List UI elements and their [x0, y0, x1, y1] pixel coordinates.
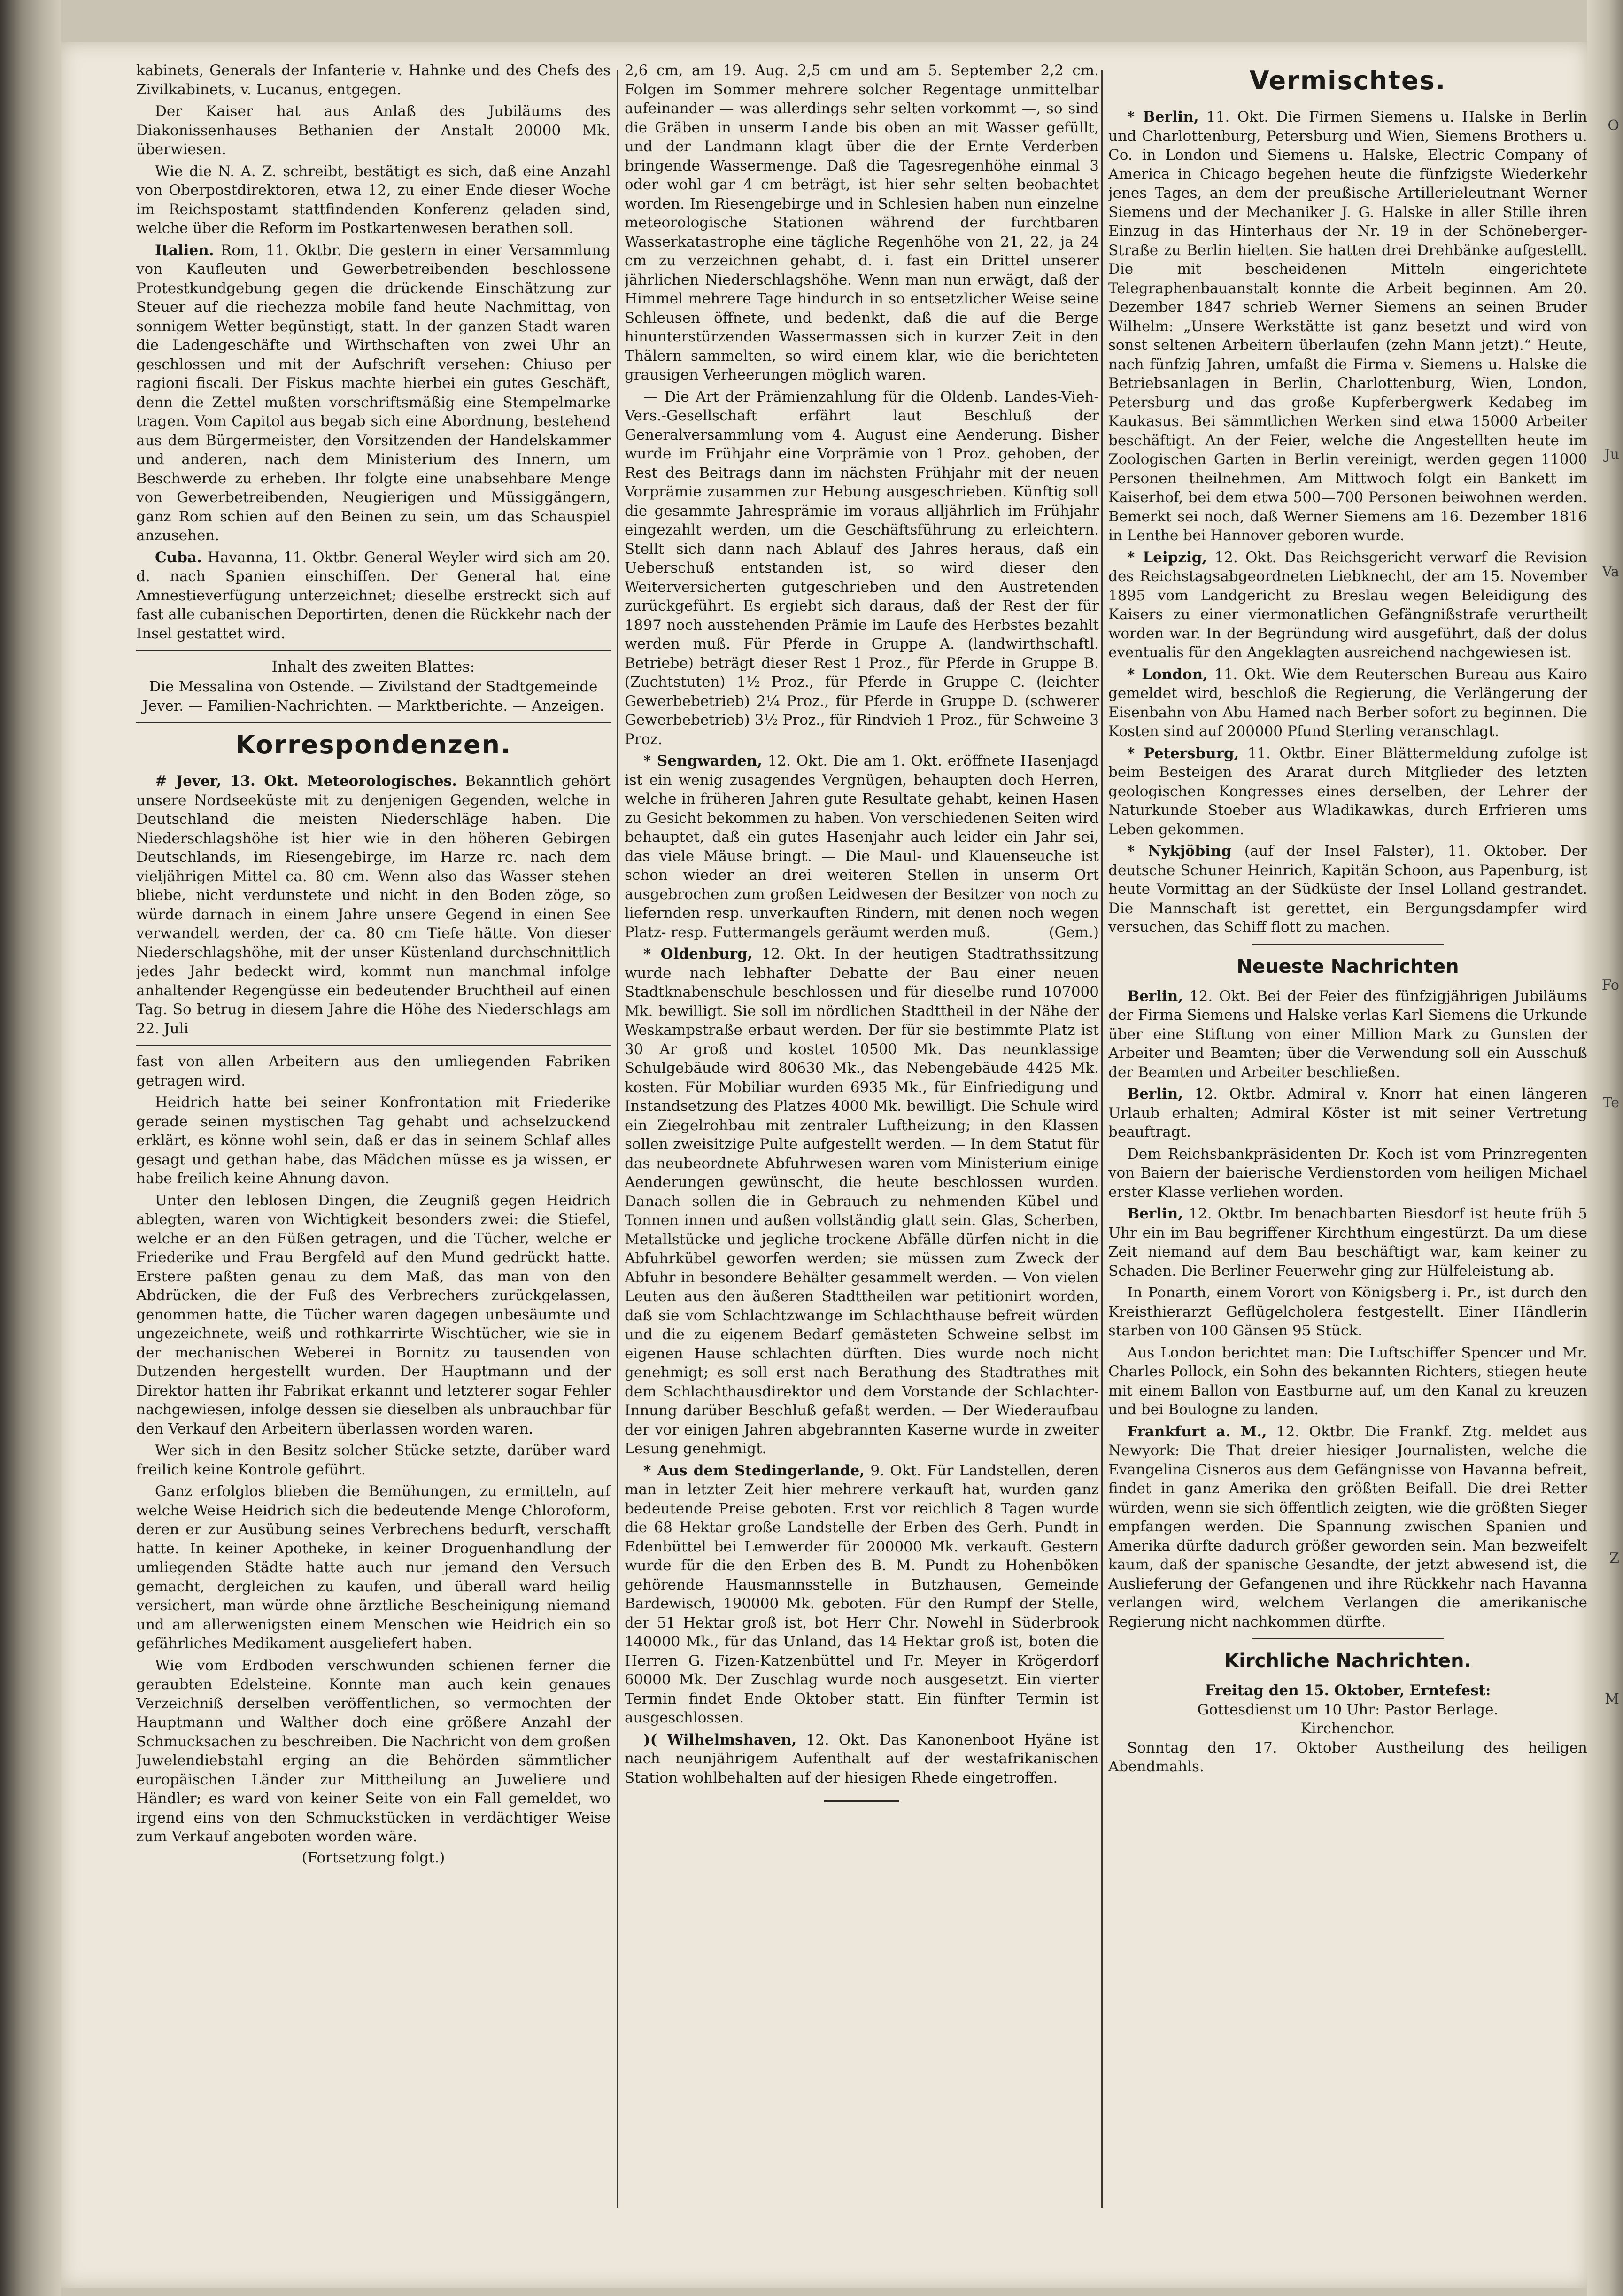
continued-note: (Fortsetzung folgt.) [301, 1849, 445, 1866]
article-list [625, 61, 1099, 1787]
article-dateline: Italien. [155, 241, 214, 259]
article-text: fast von allen Arbeitern aus den umliegenden Fabriken getragen wird. [136, 1053, 611, 1089]
divider [136, 722, 611, 723]
article-list [136, 772, 611, 1038]
column-rule [1101, 70, 1103, 2208]
article-paragraph [1108, 1343, 1587, 1419]
article-dateline: * London, [1127, 666, 1208, 683]
article-paragraph [136, 1191, 611, 1439]
article-paragraph [1108, 665, 1587, 741]
article-paragraph [1108, 1422, 1587, 1632]
article-paragraph [1108, 842, 1587, 937]
article-paragraph [625, 1730, 1099, 1788]
article-dateline: * Leipzig, [1127, 549, 1207, 566]
column-1 [136, 61, 611, 2259]
article-text: Heidrich hatte bei seiner Konfrontation mit Friederike gerade seinen mystischen Tag gehabt und achselzuckend erklärt, es könne wohl sein, daß er das in seinem Schlaf alles gesagt und gethan habe, das Mädchen müsse es ja wissen, er habe freilich keine Ahnung davon. [136, 1094, 611, 1187]
article-paragraph [1108, 1204, 1587, 1280]
article-text: 12. Oktbr. Die Frankf. Ztg. meldet aus Newyork: Die That dreier hiesiger Journalisten, welche die Evangelina Cisneros aus dem Gefängnisse von Havanna befreit, findet in ganz Amerika den größten Beifall. Die drei Retter würden, wenn sie sich öffentlich zeigten, wie die größten Sieger empfangen werden. Die Spannung zwischen Spanien und Amerika dürfte dadurch größer geworden sein. Man bezweifelt kaum, daß der spanische Gesandte, der jetzt abwesend ist, die Auslieferung der Gefangenen und ihre Rückkehr nach Havanna verlangen wird, welchem Verlangen die amerikanische Regierung nicht nachkommen dürfte. [1108, 1423, 1587, 1630]
article-text: In Ponarth, einem Vorort von Königsberg i. Pr., ist durch den Kreisthierarzt Geflügelcholera festgestellt. Einer Händlerin starben von 100 Gänsen 95 Stück. [1108, 1284, 1587, 1339]
next-page-edge [1587, 0, 1623, 2296]
article-dateline: Frankfurt a. M., [1127, 1423, 1267, 1440]
article-paragraph [1108, 1085, 1587, 1142]
article-text: Der Kaiser hat aus Anlaß des Jubiläums des Diakonissenhauses Bethanien der Anstalt 20000 Mk. überwiesen. [136, 103, 611, 158]
column-rule [617, 70, 618, 2208]
article-text: (auf der Insel Falster), 11. Oktober. Der deutsche Schuner Heinrich, Kapitän Schoon, aus Papenburg, ist heute Vormittag an der Südküste der Insel Lolland gestrandet. Die Mannschaft ist gerettet, ein Bergungsdampfer wird versuchen, das Schiff flott zu machen. [1108, 843, 1587, 936]
section-title-vermischtes: Vermischtes. [1249, 66, 1446, 95]
divider [1252, 944, 1444, 945]
article-text: Bekanntlich gehört unsere Nordseeküste mit zu denjenigen Gegenden, welche in Deutschland die meisten Niederschläge haben. Die Niederschlagshöhe ist hier wie in den höheren Gebirgen Deutschlands, im Riesengebirge, im Harze rc. nach dem vieljährigen Mittel ca. 80 cm. Wenn also das Wasser stehen bliebe, nicht verdunstete und nicht in den Boden zöge, so würde darnach in einem Jahre unsere Gegend in einen See verwandelt werden, der ca. 80 cm Tiefe hätte. Von dieser Niederschlagshöhe, mit der unser Küstenland durchschnittlich jedes Jahr bedeckt wird, kommt nun manchmal infolge anhaltender Regengüsse ein bedeutender Bruchtheil auf einen Tag. So betrug in diesem Jahre die Höhe des Niederschlags am 22. Juli [136, 773, 611, 1037]
article-paragraph [1108, 987, 1587, 1082]
article-paragraph [625, 388, 1099, 749]
column-3 [1108, 61, 1587, 2259]
article-dateline: Berlin, [1127, 1205, 1183, 1222]
article-text: Unter den leblosen Dingen, die Zeugniß gegen Heidrich ablegten, waren von Wichtigkeit besonders zwei: die Stiefel, welche er an den Füßen getragen, und die Tücher, welche er Friederike und Frau Bergfeld auf den Mund gedrückt hatte. Erstere paßten genau zu dem Maß, das man von den Abdrücken, die der Fuß des Verbrechers zurückgelassen, genommen hatte, die Tücher waren dagegen unbesäumte und ungezeichnete, weiß und rothkarrirte Wischtücher, wie sie in der mechanischen Weberei in Bornitz zu tausenden von Dutzenden hergestellt wurden. Der Hauptmann und der Direktor hatten ihr Fabrikat erkannt und letzterer sogar Fehler nachgewiesen, infolge dessen sie dieselben als unbrauchbar für den Verkauf den Arbeitern überlassen worden waren. [136, 1192, 611, 1437]
article-list [136, 61, 611, 643]
article-paragraph [1108, 744, 1587, 839]
church-date: Freitag den 15. Oktober, Erntefest: [1205, 1682, 1491, 1699]
edge-fragment: Z [1609, 1550, 1619, 1567]
article-text: 12. Oktbr. Im benachbarten Biesdorf ist heute früh 5 Uhr ein im Bau begriffener Kirchthum eingestürzt. Da um diese Zeit niemand auf dem Bau beschäftigt war, kam keiner zu Schaden. Die Berliner Feuerwehr ging zur Hülfeleistung ab. [1108, 1205, 1587, 1280]
article-paragraph [1108, 548, 1587, 662]
edge-fragment: M [1605, 1691, 1619, 1707]
article-paragraph [625, 1461, 1099, 1728]
article-paragraph [136, 241, 611, 545]
column-2 [625, 61, 1099, 2259]
book-spine [0, 0, 61, 2296]
article-text: Wie vom Erdboden verschwunden schienen ferner die geraubten Edelsteine. Konnte man auch kein genaues Verzeichniß derselben veröffentlichen, so vermochten der Hauptmann und Walther doch eine größere Anzahl der Schmucksachen zu beschreiben. Die Nachricht von dem großen Juwelendiebstahl erging an die Behörden sämmtlicher europäischen Länder zur Mittheilung an Juweliere und Händler; es ward von keiner Seite von ein Fall gemeldet, wo irgend eins von den Schmuckstücken in verdächtiger Weise zum Verkauf angeboten worden wäre. [136, 1657, 611, 1845]
article-text: Rom, 11. Oktbr. Die gestern in einer Versammlung von Kaufleuten und Gewerbetreibenden beschlossene Protestkundgebung gegen die drückende Einschätzung zur Steuer auf die riechezza mobile fand heute Nachmittag, von sonnigem Wetter begünstigt, statt. In der ganzen Stadt waren die Ladengeschäfte und Wirthschaften von zwei Uhr an geschlossen und mit der Aufschrift versehen: Chiuso per ragioni fiscali. Der Fiskus machte hierbei ein gutes Geschäft, denn die Zettel mußten vorschriftsmäßig eine Stempelmarke tragen. Vom Capitol aus begab sich eine Abordnung, bestehend aus dem Bürgermeister, den Vorsitzenden der Handelskammer und anderen, nach dem Ministerium des Innern, um Beschwerde zu erheben. Ihr folgte eine unabsehbare Menge von Gewerbetreibenden, Neugierigen und Müssiggängern, ganz Rom schien auf den Beinen zu sein, um das Schauspiel anzusehen. [136, 241, 611, 544]
edge-fragment: Te [1602, 1094, 1619, 1111]
article-text: 2,6 cm, am 19. Aug. 2,5 cm und am 5. September 2,2 cm. Folgen im Sommer mehrere solcher Regentage unmittelbar aufeinander — was allerdings sehr selten vorkommt —, so sind die Gräben in unserm Lande bis oben an mit Wasser gefüllt, und der Landmann klagt über die der Ernte Verderben bringende Wassermenge. Daß die Tagesregenhöhe einmal 3 oder wohl gar 4 cm beträgt, ist hier sehr selten beobachtet worden. Im Riesengebirge und in Schlesien haben nun einzelne meteorologische Stationen während der furchtbaren Wasserkatastrophe eine tägliche Regenhöhe von 21, 22, ja 24 cm zu verzeichnen gehabt, d. i. fast ein Drittel unserer jährlichen Niederschlagshöhe. Wenn man nun erwägt, daß der Himmel mehrere Tage hindurch in so entsetzlicher Weise seine Schleusen öffnete, und bedenkt, daß die auf die Berge hinunterstürzenden Wassermassen sich in kurzer Zeit in den Thälern sammelten, so wird einem klar, wie die berichteten grausigen Verheerungen möglich waren. [625, 62, 1099, 383]
article-dateline: * Oldenburg, [643, 946, 753, 962]
article-text: Dem Reichsbankpräsidenten Dr. Koch ist vom Prinzregenten von Baiern der baierische Verdienstorden vom heiligen Michael erster Klasse verliehen worden. [1108, 1145, 1587, 1201]
divider [136, 650, 611, 651]
article-dateline: * Aus dem Stedingerlande, [643, 1462, 865, 1479]
article-dateline: Cuba. [155, 549, 202, 566]
article-dateline: Berlin, [1127, 1086, 1183, 1102]
article-dateline: Berlin, [1127, 987, 1183, 1005]
article-paragraph [136, 61, 611, 99]
article-text: 12. Okt. Bei der Feier des fünfzigjährigen Jubiläums der Firma Siemens und Halske verlas Karl Siemens die Urkunde über eine Stiftung von einer Million Mark zu Gunsten der Arbeiter und Beamten; über die Verwendung soll ein Ausschuß der Beamten und Arbeiter beschließen. [1108, 987, 1587, 1081]
article-dateline: * Petersburg, [1127, 745, 1239, 762]
article-text: 12. Okt. Das Reichsgericht verwarf die Revision des Reichstagsabgeordneten Liebknecht, der am 15. November 1895 vom Landgericht zu Breslau wegen Beleidigung des Kaisers zu einer viermonatlichen Gefängnißstrafe verurtheilt worden war. In der Begründung wird ausgeführt, daß der dolus eventualis für den Angeklagten ausreichend nachgewiesen ist. [1108, 549, 1587, 661]
article-text: — Die Art der Prämienzahlung für die Oldenb. Landes-Vieh-Vers.-Gesellschaft erfährt laut Beschluß der Generalversammlung vom 4. August eine Aenderung. Bisher wurde im Frühjahr eine Vorprämie von 1 Proz. gehoben, der Rest des Beitrags dann im nächsten Frühjahr mit der neuen Vorprämie zusammen zur Hebung ausgeschrieben. Künftig soll die gesammte Jahresprämie im voraus alljährlich im Frühjahr eingezahlt werden, um die Geschäftsführung zu erleichtern. Stellt sich dann nach Ablauf des Jahres heraus, daß ein Ueberschuß entstanden ist, so wird dieser den Weiterversicherten gutgeschrieben und den Austretenden zurückgeführt. Es ergiebt sich daraus, daß der Rest der für 1897 noch ausstehenden Prämie im Laufe des Herbstes bezahlt werden muß. Für Pferde in Gruppe A. (landwirthschaftl. Betriebe) beträgt dieser Rest 1 Proz., für Pferde in Gruppe B. (Zuchtstuten) 1½ Proz., für Pferde in Gruppe C. (leichter Gewerbebetrieb) 2¼ Proz., für Pferde in Gruppe D. (schwerer Gewerbebetrieb) 3½ Proz., für Rindvieh 1 Proz., für Schweine 3 Proz. [625, 388, 1099, 748]
article-text: 9. Okt. Für Landstellen, deren man in letzter Zeit hier mehrere verkauft hat, wurden ganz bedeutende Preise geboten. Erst vor reichlich 8 Tagen wurde die 68 Hektar große Landstelle der Erben des Gerh. Pundt in Edenbüttel bei Lemwerder für 200000 Mk. verkauft. Gestern wurde für die den Erben des B. M. Pundt zu Hohenböken gehörende Hausmannsstelle in Butzhausen, Gemeinde Bardewisch, 190000 Mk. geboten. Für den Rumpf der Stelle, der 51 Hektar groß ist, bot Herr Chr. Nowehl in Süderbrook 140000 Mk., für das Unland, das 14 Hektar groß ist, boten die Herren G. Fizen-Katzenbüttel und Fr. Meyer in Krögerdorf 60000 Mk. Der Zuschlag wurde noch ausgesetzt. Ein vierter Termin findet Ende Oktober statt. Ein fünfter Termin ist ausgeschlossen. [625, 1462, 1099, 1726]
article-dateline: )( Wilhelmshaven, [643, 1731, 797, 1748]
article-paragraph [136, 1093, 611, 1188]
article-text: Wie die N. A. Z. schreibt, bestätigt es sich, daß eine Anzahl von Oberpostdirektoren, etwa 12, zu einer Ende dieser Woche im Reichspostamt stattfindenden Konferenz geladen sind, welche über die Reform im Postkartenwesen berathen soll. [136, 163, 611, 237]
article-text: kabinets, Generals der Infanterie v. Hahnke und des Chefs des Zivilkabinets, v. Lucanus, entgegen. [136, 62, 611, 98]
article-paragraph [136, 1482, 611, 1653]
edge-fragment: Va [1602, 564, 1619, 580]
article-text: Ganz erfolglos blieben die Bemühungen, zu ermitteln, auf welche Weise Heidrich sich die bedeutende Menge Chloroform, deren er zur Ausübung seines Verbrechens bedurft, verschafft hatte. In keiner Apotheke, in keiner Droguenhandlung der umliegenden Städte hatte auch nur jemand den Versuch gemacht, dergleichen zu kaufen, und überall ward heilig versichert, man würde ohne ärztliche Bescheinigung niemand und am allerwenigsten einem Menschen wie Heidrich ein so gefährliches Medikament ausgeliefert haben. [136, 1483, 611, 1652]
article-paragraph [136, 548, 611, 644]
article-paragraph [136, 1052, 611, 1090]
article-text: 12. Oktbr. Admiral v. Knorr hat einen längeren Urlaub erhalten; Admiral Köster ist mit seiner Vertretung beauftragt. [1108, 1086, 1587, 1140]
article-text: 12. Okt. Die am 1. Okt. eröffnete Hasenjagd ist ein wenig zusagendes Vergnügen, behaupten doch Herren, welche in früheren Jahren gute Resultate gehabt, keinen Hasen zu Gesicht bekommen zu haben. Von verschiedenen Seiten wird behauptet, daß ein gutes Hasenjahr auch leider ein Jahr sei, das viele Mäuse bringt. — Die Maul- und Klauenseuche ist schon wieder an drei weiteren Stellen in unserm Ort ausgebrochen zum großen Leidwesen der Besitzer von noch zu liefernden resp. unverkauften Rindern, mit denen noch wegen Platz- resp. Futtermangels geräumt werden muß. [625, 752, 1099, 941]
edge-fragment: Ju [1604, 446, 1619, 463]
article-text: 12. Okt. Das Kanonenboot Hyäne ist nach neunjährigem Aufenthalt auf der westafrikanischen Station wohlbehalten auf der hiesigen Rhede eingetroffen. [625, 1731, 1099, 1786]
section-title-korrespondenzen: Korrespondenzen. [235, 730, 511, 760]
article-paragraph [625, 945, 1099, 1458]
article-paragraph [136, 162, 611, 238]
edge-fragment: O [1608, 117, 1619, 134]
article-text: Wer sich in den Besitz solcher Stücke setzte, darüber ward freilich keine Kontrole geführt. [136, 1442, 611, 1478]
article-paragraph [625, 752, 1099, 942]
article-dateline: * Sengwarden, [643, 752, 763, 769]
article-list [1108, 108, 1587, 937]
article-paragraph [1108, 1145, 1587, 1202]
church-choir: Kirchenchor. [1300, 1720, 1395, 1737]
article-paragraph [136, 1656, 611, 1846]
article-dateline: * Nykjöbing [1127, 843, 1232, 860]
article-paragraph [625, 61, 1099, 385]
church-sunday: Sonntag den 17. Oktober Austheilung des heiligen Abendmahls. [1108, 1739, 1587, 1775]
section-title-neueste-nachrichten: Neueste Nachrichten [1237, 955, 1459, 977]
news-list [1108, 987, 1587, 1632]
article-dateline: # Jever, 13. Okt. Meteorologisches. [155, 773, 457, 790]
article-dateline: * Berlin, [1127, 109, 1199, 125]
article-paragraph [136, 772, 611, 1038]
article-paragraph [136, 102, 611, 159]
article-paragraph [1108, 1283, 1587, 1341]
article-text: 11. Oktbr. Einer Blättermeldung zufolge ist beim Besteigen des Ararat durch Mitglieder des letzten geologischen Kongresses eines derselben, der Lehrer der Naturkunde Stoeber aus Wladikawkas, durch Erfrieren ums Leben gekommen. [1108, 745, 1587, 838]
article-text: Havanna, 11. Oktbr. General Weyler wird sich am 20. d. nach Spanien einschiffen. Der General hat eine Amnestieverfügung unterzeichnet; dieselbe erstreckt sich auf fast alle cubanischen Deportirten, denen die Rückkehr nach der Insel gestattet wird. [136, 549, 611, 642]
article-paragraph [136, 1441, 611, 1479]
article-text: 11. Okt. Wie dem Reuterschen Bureau aus Kairo gemeldet wird, beschloß die Regierung, die Verlängerung der Eisenbahn von Abu Hamed nach Berber sofort zu beginnen. Die Kosten sind auf 200000 Pfund Sterling veranschlagt. [1108, 666, 1587, 740]
contents-title: Inhalt des zweiten Blattes: [271, 658, 475, 675]
article-paragraph [1108, 108, 1587, 545]
article-signature: (Gem.) [1049, 923, 1099, 941]
article-text: Aus London berichtet man: Die Luftschiffer Spencer und Mr. Charles Pollock, ein Sohn des bekannten Richters, stiegen heute mit einem Ballon von Eastburne auf, um den Kanal zu kreuzen und bei Boulogne zu landen. [1108, 1344, 1587, 1418]
church-service: Gottesdienst um 10 Uhr: Pastor Berlage. [1197, 1701, 1499, 1718]
edge-fragment: Fo [1601, 977, 1619, 993]
end-rule [824, 1800, 899, 1802]
article-text: 11. Okt. Die Firmen Siemens u. Halske in Berlin und Charlottenburg, Petersburg und Wien, Siemens Brothers u. Co. in London und Siemens u. Halske, Electric Company of America in Chicago begehen heute die fünfzigste Wiederkehr jenes Tages, an dem der preußische Artillerieleutnant Werner Siemens und der Mechaniker J. G. Halske in aller Stille ihren Einzug in das Hinterhaus der Nr. 19 in der Schöneberger-Straße zu Berlin hielten. Sie hatten drei Drehbänke aufgestellt. Die mit bescheidenen Mitteln eingerichtete Telegraphenbauanstalt konnte die Arbeit beginnen. Am 20. Dezember 1847 schrieb Werner Siemens an seinen Bruder Wilhelm: „Unsere Werkstätte ist ganz besetzt und wird von sonst seltenen Arbeitern überlaufen (zehn Mann jetzt).“ Heute, nach fünfzig Jahren, umfaßt die Firma v. Siemens u. Halske die Betriebsanlagen in Berlin, Charlottenburg, Wien, London, Petersburg und das große Kupferbergwerk Kedabeg im Kaukasus. Bei sämmtlichen Werken sind etwa 15000 Arbeiter beschäftigt. An der Feier, welche die Angestellten heute im Zoologischen Garten in Berlin vereinigt, werden gegen 11000 Personen theilnehmen. Am Mittwoch folgt ein Bankett im Kaiserhof, bei dem etwa 500—700 Personen beiwohnen werden. Bemerkt sei noch, daß Werner Siemens am 16. Dezember 1816 in Lenthe bei Hannover geboren wurde. [1108, 109, 1587, 544]
divider [1252, 1638, 1444, 1639]
contents-body: Die Messalina von Ostende. — Zivilstand der Stadtgemeinde Jever. — Familien-Nachrichten. — Marktberichte. — Anzeigen. [142, 678, 604, 714]
section-title-kirchliche-nachrichten: Kirchliche Nachrichten. [1224, 1650, 1471, 1672]
divider [136, 1045, 611, 1046]
article-text: 12. Okt. In der heutigen Stadtrathssitzung wurde nach lebhafter Debatte der Bau einer neuen Stadtknabenschule beschlossen und für dieselbe rund 107000 Mk. bewilligt. Sie soll im nördlichen Stadttheil in der Nähe der Weskampstraße erbaut werden. Der für sie bestimmte Platz ist 30 Ar groß und kostet 10500 Mk. Das neunklassige Schulgebäude wird 80630 Mk., das Nebengebäude 4425 Mk. kosten. Für Mobiliar wurden 6935 Mk., für Einfriedigung und Instandsetzung des Platzes 4000 Mk. bewilligt. Die Schule wird ein Ziegelrohbau mit zentraler Luftheizung; in den Klassen sollen zweisitzige Pulte aufgestellt werden. — In dem Statut für das neubeordnete Abfuhrwesen waren vom Ministerium einige Aenderungen gewünscht, die heute beschlossen wurden. Danach sollen die in Gebrauch zu nehmenden Kübel und Tonnen innen und außen vollständig glatt sein. Glas, Scherben, Metallstücke und jegliche trockene Abfälle dürfen nicht in die Abfuhrkübel geworfen werden; sie müssen zum Zweck der Abfuhr in besondere Behälter gesammelt werden. — Von vielen Leuten aus den äußeren Stadttheilen war petitionirt worden, daß sie vom Schlachtzwange im Schlachthause befreit würden und die zu eigenem Bedarf gemästeten Schweine selbst im eigenen Hause schlachten dürften. Dies wurde noch nicht genehmigt; es soll erst nach Berathung des Stadtrathes mit dem Schlachthausdirektor und dem Vorstande der Schlachter-Innung darüber Beschluß gefaßt werden. — Der Wiederaufbau der vor einigen Jahren abgebrannten Kaserne wurde in zweiter Lesung genehmigt. [625, 946, 1099, 1457]
feuilleton [136, 1052, 611, 1846]
